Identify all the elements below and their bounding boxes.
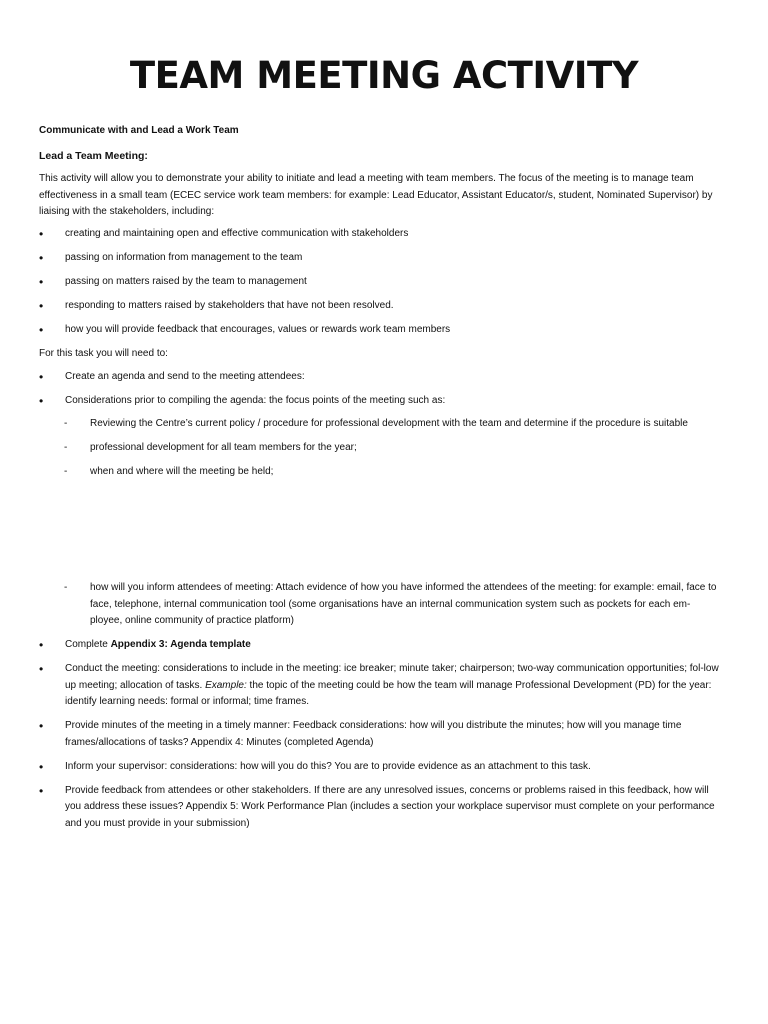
list-item: - Reviewing the Centre’s current policy / procedure for professional development with the team and determine if the procedure is suitable [64,418,688,429]
list-item: • Considerations prior to compiling the agenda: the focus points of the meeting such as: [39,394,446,408]
list-item: • responding to matters raised by stakeholders that have not been resolved. [39,299,394,313]
list-item: • passing on information from management to the team [39,251,303,265]
intro-paragraph: This activity will allow you to demonstrate your ability to initiate and lead a meeting with team members. The focus of the meeting is to manage team effectiveness in a small team (ECEC service work team members: for example: Lead Educator, Assistant Educator/s, student, Nominated Supervisor) by liaising with the stakeholders, including: [39,173,713,217]
agenda-points [64,416,720,488]
task-list-b [39,637,719,840]
list-item: • passing on matters raised by the team to management [39,275,307,289]
appendix-3-link-text: Appendix 3: Agenda template [110,639,251,650]
list-item: • how you will provide feedback that encourages, values or rewards work team members [39,323,451,337]
list-item: • Inform your supervisor: considerations: how will you do this? You are to provide evidence as an attachment to this task. [39,759,591,774]
list-item: • Complete Appendix 3: Agenda template [39,638,251,652]
section-heading: Lead a Team Meeting: [39,150,148,162]
task-intro: For this task you will need to: [39,348,168,359]
stakeholder-list [39,226,719,346]
list-item: • Conduct the meeting: considerations to include in the meeting: ice breaker; minute taker; chairperson; two-way communication opportunities; fol-low up meeting; allocation of tasks. Example: the topic of the meeting could be how the team will manage Professional Development (PD) for the year: identify learning needs: formal or informal; time frames. [39,662,719,707]
list-item: • Provide minutes of the meeting in a timely manner: Feedback considerations: how will you distribute the minutes; how will you manage time frames/allocations of tasks? Appendix 4: Minutes (completed Agenda) [39,719,682,748]
list-item: • Create an agenda and send to the meeting attendees: [39,370,305,384]
task-list-a [39,369,719,417]
subtitle: Communicate with and Lead a Work Team [39,125,239,136]
list-item: - professional development for all team members for the year; [64,442,357,453]
list-item: • creating and maintaining open and effective communication with stakeholders [39,227,409,241]
list-item: • Provide feedback from attendees or other stakeholders. If there are any unresolved issues, concerns or problems raised in this feedback, how will you address these issues? Appendix 5: Work Performance Plan (includes a section your workplace supervisor must complete on your performance and you must provide in your submission) [39,783,715,829]
agenda-points-continued [64,580,720,637]
list-item: - how will you inform attendees of meeting: Attach evidence of how you have informed the attendees of the meeting: for example: email, face to face, telephone, internal communication tool (some organisations have an internal communication system such as pockets for each em-ployee, online community of practice platform) [64,582,717,626]
list-item: - when and where will the meeting be held; [64,466,274,477]
page-title: TEAM MEETING ACTIVITY [129,54,639,97]
